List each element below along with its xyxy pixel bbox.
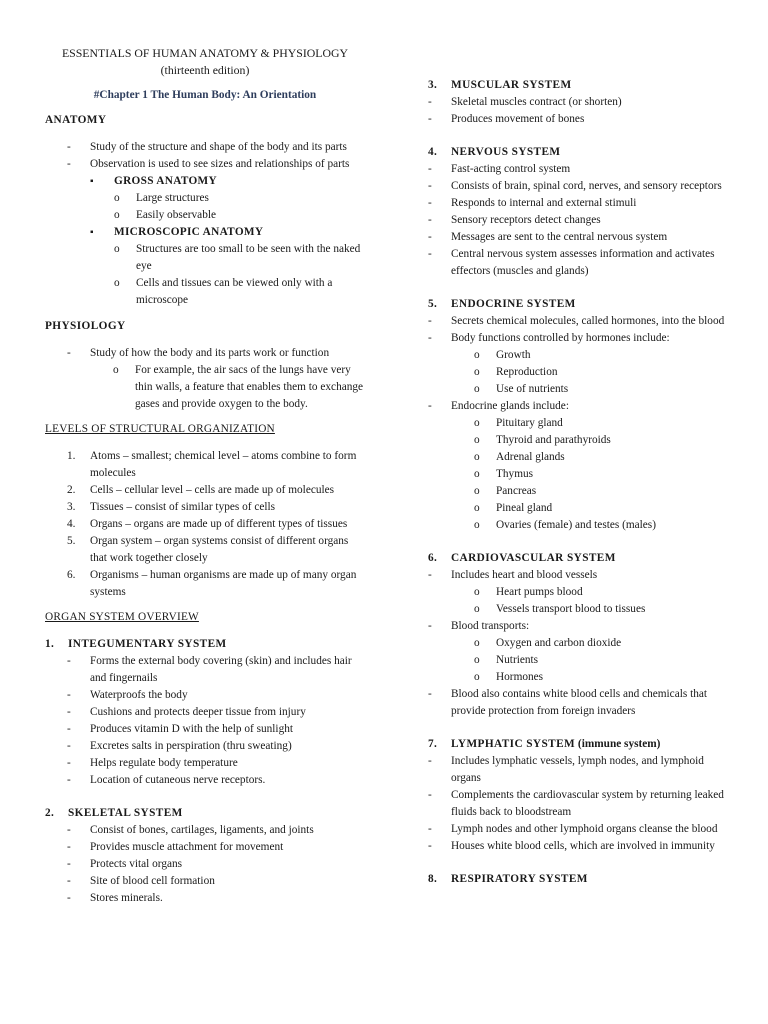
endocrine-list (428, 313, 728, 534)
respiratory-section (428, 871, 728, 888)
microscopic-anatomy-points (114, 241, 365, 309)
list-item: - Consists of brain, spinal cord, nerves, and sensory receptors (428, 178, 728, 195)
list-item: - Site of blood cell formation (45, 873, 365, 890)
anatomy-subtypes (90, 173, 365, 309)
list-item: - Produces vitamin D with the help of sunlight (45, 721, 365, 738)
list-item: 5. Organ system – organ systems consist of different organs that work together closely (67, 535, 349, 564)
list-item: o Pituitary gland (451, 415, 728, 432)
list-item: - Location of cutaneous nerve receptors. (45, 772, 365, 789)
list-item: o Thyroid and parathyroids (451, 432, 728, 449)
list-item: - Endocrine glands include: o Pituitary gland o Thyroid and parathyroids o Adrenal glands o Thymus o Pancreas o Pineal gland o Ovaries (female) and testes (males) (428, 398, 728, 534)
list-item: o Adrenal glands (451, 449, 728, 466)
cardiovascular-list (428, 567, 728, 720)
anatomy-list (45, 139, 365, 173)
list-item: - Sensory receptors detect changes (428, 212, 728, 229)
lymphatic-list (428, 753, 728, 855)
list-item: o Cells and tissues can be viewed only with a microscope (114, 275, 365, 309)
gross-anatomy-points (114, 190, 365, 224)
list-item: - Blood also contains white blood cells and chemicals that provide protection from foreign invaders (428, 686, 728, 720)
list-item: - Responds to internal and external stimuli (428, 195, 728, 212)
gross-anatomy-label: GROSS ANATOMY (114, 175, 217, 187)
physiology-heading: PHYSIOLOGY (45, 320, 126, 332)
list-item: - Skeletal muscles contract (or shorten) (428, 94, 728, 111)
list-item: - Central nervous system assesses information and activates effectors (muscles and glands) (428, 246, 728, 280)
integumentary-heading: 1. INTEGUMENTARY SYSTEM (45, 638, 227, 650)
list-item: o Reproduction (451, 364, 728, 381)
list-item: - Forms the external body covering (skin) and includes hair and fingernails (45, 653, 365, 687)
left-column (45, 45, 365, 907)
list-item: o Nutrients (451, 652, 728, 669)
list-item: o Oxygen and carbon dioxide (451, 635, 728, 652)
list-item: - Excretes salts in perspiration (thru sweating) (45, 738, 365, 755)
skeletal-heading: 2. SKELETAL SYSTEM (45, 807, 183, 819)
skeletal-section (45, 805, 365, 907)
lymphatic-section (428, 736, 728, 855)
muscular-heading: 3. MUSCULAR SYSTEM (428, 79, 572, 91)
endocrine-heading: 5. ENDOCRINE SYSTEM (428, 298, 576, 310)
levels-list (45, 448, 365, 601)
list-item: o Growth (451, 347, 728, 364)
list-item: o Vessels transport blood to tissues (451, 601, 728, 618)
nervous-list (428, 161, 728, 280)
heart-vessels-points (451, 584, 728, 618)
microscopic-anatomy-item (90, 224, 365, 309)
list-item: - Lymph nodes and other lymphoid organs cleanse the blood (428, 821, 728, 838)
list-item: - Complements the cardiovascular system by returning leaked fluids back to bloodstream (428, 787, 728, 821)
list-item: o For example, the air sacs of the lungs have very thin walls, a feature that enables them to exchange gases and provide oxygen to the body. (90, 362, 365, 413)
list-item: o Easily observable (114, 207, 365, 224)
cardiovascular-section (428, 550, 728, 720)
list-item: - Helps regulate body temperature (45, 755, 365, 772)
list-item: - Consist of bones, cartilages, ligaments, and joints (45, 822, 365, 839)
blood-transport-points (451, 635, 728, 686)
list-item: - Observation is used to see sizes and relationships of parts (45, 156, 365, 173)
list-item: - Houses white blood cells, which are involved in immunity (428, 838, 728, 855)
lymphatic-heading: 7. LYMPHATIC SYSTEM (immune system) (428, 738, 661, 750)
respiratory-heading: 8. RESPIRATORY SYSTEM (428, 873, 588, 885)
integumentary-section (45, 636, 365, 789)
anatomy-heading: ANATOMY (45, 114, 107, 126)
nervous-section (428, 144, 728, 280)
endocrine-glands (451, 415, 728, 534)
list-item: o Pancreas (451, 483, 728, 500)
list-item: - Cushions and protects deeper tissue from injury (45, 704, 365, 721)
list-item: - Messages are sent to the central nervous system (428, 229, 728, 246)
hormone-functions (451, 347, 728, 398)
levels-heading: LEVELS OF STRUCTURAL ORGANIZATION (45, 423, 275, 435)
physiology-list (45, 345, 365, 362)
edition-label: (thirteenth edition) (160, 63, 250, 77)
list-item: 2. Cells – cellular level – cells are made up of molecules (67, 484, 335, 496)
muscular-list (428, 94, 728, 128)
list-item: 1. Atoms – smallest; chemical level – atoms combine to form molecules (67, 450, 357, 479)
list-item: o Large structures (114, 190, 365, 207)
overview-heading: ORGAN SYSTEM OVERVIEW (45, 611, 199, 623)
microscopic-anatomy-label: MICROSCOPIC ANATOMY (114, 226, 264, 238)
list-item: 3. Tissues – consist of similar types of cells (67, 501, 276, 513)
gross-anatomy-item (90, 173, 365, 224)
list-item: o Heart pumps blood (451, 584, 728, 601)
integumentary-list (45, 653, 365, 789)
list-item: - Fast-acting control system (428, 161, 728, 178)
list-item: - Protects vital organs (45, 856, 365, 873)
list-item: - Secrets chemical molecules, called hormones, into the blood (428, 313, 728, 330)
list-item: - Study of how the body and its parts work or function (45, 345, 365, 362)
list-item: - Includes lymphatic vessels, lymph nodes, and lymphoid organs (428, 753, 728, 787)
physiology-example (90, 362, 365, 413)
list-item: o Ovaries (female) and testes (males) (451, 517, 728, 534)
list-item: - Body functions controlled by hormones include: o Growth o Reproduction o Use of nutrients (428, 330, 728, 398)
list-item: - Study of the structure and shape of the body and its parts (45, 139, 365, 156)
cardiovascular-heading: 6. CARDIOVASCULAR SYSTEM (428, 552, 616, 564)
list-item: - Stores minerals. (45, 890, 365, 907)
list-item: o Structures are too small to be seen with the naked eye (114, 241, 365, 275)
list-item: o Hormones (451, 669, 728, 686)
muscular-section (428, 77, 728, 128)
list-item: o Use of nutrients (451, 381, 728, 398)
endocrine-section (428, 296, 728, 534)
list-item: - Blood transports: o Oxygen and carbon dioxide o Nutrients o Hormones (428, 618, 728, 686)
nervous-heading: 4. NERVOUS SYSTEM (428, 146, 561, 158)
list-item: - Provides muscle attachment for movement (45, 839, 365, 856)
list-item: o Thymus (451, 466, 728, 483)
skeletal-list (45, 822, 365, 907)
list-item: 4. Organs – organs are made up of different types of tissues (67, 518, 348, 530)
document-title: ESSENTIALS OF HUMAN ANATOMY & PHYSIOLOGY (61, 46, 349, 60)
list-item: o Pineal gland (451, 500, 728, 517)
list-item: 6. Organisms – human organisms are made up of many organ systems (67, 569, 357, 598)
chapter-heading: #Chapter 1 The Human Body: An Orientation (93, 89, 317, 101)
list-item: - Includes heart and blood vessels o Heart pumps blood o Vessels transport blood to tissues (428, 567, 728, 618)
right-column (428, 77, 728, 888)
list-item: - Produces movement of bones (428, 111, 728, 128)
list-item: - Waterproofs the body (45, 687, 365, 704)
